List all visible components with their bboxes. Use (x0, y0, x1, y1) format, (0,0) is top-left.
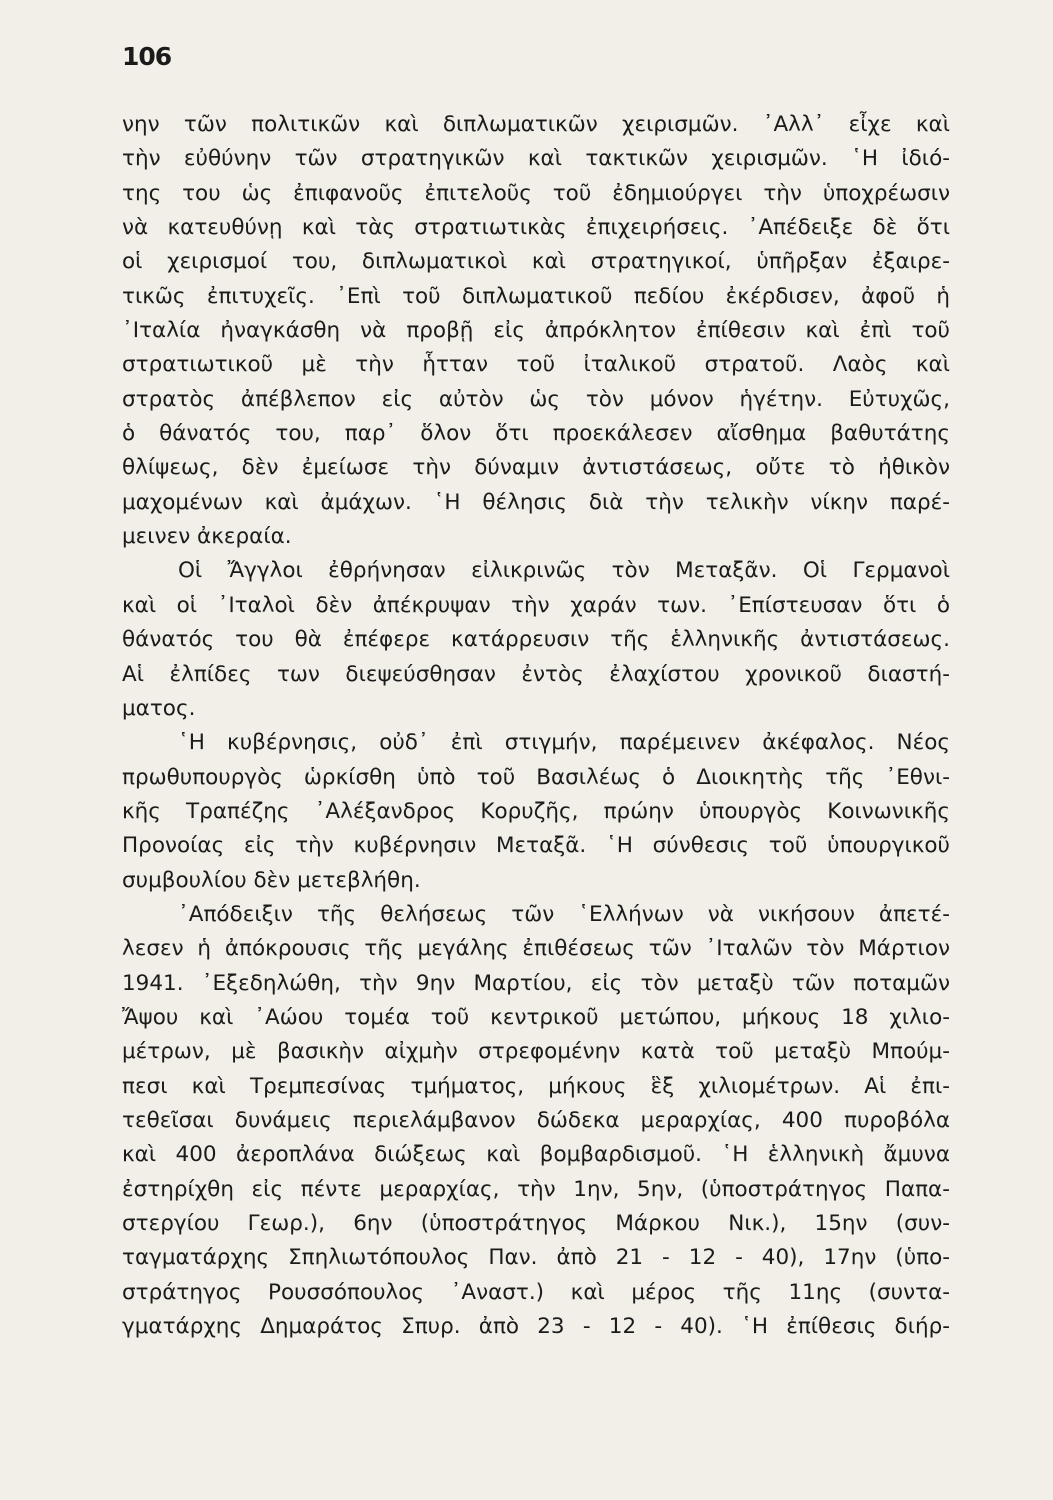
text-line: πεσι καὶ Τρεμπεσίνας τμήματος, μήκους ἓξ χιλιομέτρων. Αἱ ἐπι- (122, 1073, 950, 1099)
text-line: καὶ οἱ ᾿Ιταλοὶ δὲν ἀπέκρυψαν τὴν χαράν των. ᾿Επίστευσαν ὅτι ὁ (122, 592, 950, 618)
text-line: καὶ 400 ἀεροπλάνα διώξεως καὶ βομβαρδισμοῦ. ῾Η ἑλληνικὴ ἄμυνα (122, 1142, 950, 1168)
text-line: πρωθυπουργὸς ὡρκίσθη ὑπὸ τοῦ Βασιλέως ὁ Διοικητὴς τῆς ᾿Εθνι- (122, 764, 950, 790)
text-line: οἱ χειρισμοί του, διπλωματικοὶ καὶ στρατηγικοί, ὑπῆρξαν ἐξαιρε- (122, 249, 950, 275)
text-line: στρατὸς ἀπέβλεπον εἰς αὐτὸν ὡς τὸν μόνον ἡγέτην. Εὐτυχῶς, (122, 386, 950, 412)
text-line: στράτηγος Ρουσσόπουλος ᾿Αναστ.) καὶ μέρος τῆς 11ης (συντα- (122, 1279, 950, 1305)
text-line: ὁ θάνατός του, παρ᾿ ὅλον ὅτι προεκάλεσεν αἴσθημα βαθυτάτης (122, 421, 950, 447)
text-line: της του ὡς ἐπιφανοῦς ἐπιτελοῦς τοῦ ἐδημιούργει τὴν ὑποχρέωσιν (122, 180, 950, 206)
text-line: Οἱ Ἄγγλοι ἐθρήνησαν εἰλικρινῶς τὸν Μεταξᾶν. Οἱ Γερμανοὶ (178, 558, 950, 584)
text-line: στρατιωτικοῦ μὲ τὴν ἧτταν τοῦ ἰταλικοῦ στρατοῦ. Λαὸς καὶ (122, 352, 950, 378)
text-line: στεργίου Γεωρ.), 6ην (ὑποστράτηγος Μάρκου Νικ.), 15ην (συν- (122, 1211, 950, 1236)
text-line: μεινεν ἀκεραία. (122, 524, 292, 550)
text-line: νὰ κατευθύνῃ καὶ τὰς στρατιωτικὰς ἐπιχειρήσεις. ᾿Απέδειξε δὲ ὅτι (122, 215, 950, 241)
text-line: νην τῶν πολιτικῶν καὶ διπλωματικῶν χειρισμῶν. ᾿Αλλ᾿ εἶχε καὶ (122, 112, 950, 137)
text-line: 1941. ᾿Εξεδηλώθη, τὴν 9ην Μαρτίου, εἰς τὸν μεταξὺ τῶν ποταμῶν (122, 970, 950, 996)
page-number: 106 (122, 42, 172, 71)
text-line: Αἱ ἐλπίδες των διεψεύσθησαν ἐντὸς ἐλαχίστου χρονικοῦ διαστή- (122, 661, 950, 687)
text-line: ματος. (122, 695, 196, 721)
text-line: συμβουλίου δὲν μετεβλήθη. (122, 867, 421, 893)
text-line: θάνατός του θὰ ἐπέφερε κατάρρευσιν τῆς ἑλληνικῆς ἀντιστάσεως. (122, 627, 950, 653)
text-line: ᾿Ιταλία ἠναγκάσθη νὰ προβῇ εἰς ἀπρόκλητον ἐπίθεσιν καὶ ἐπὶ τοῦ (122, 318, 950, 344)
text-line: Ἄψου καὶ ᾿Αώου τομέα τοῦ κεντρικοῦ μετώπου, μήκους 18 χιλιο- (122, 1004, 950, 1030)
text-line: τὴν εὐθύνην τῶν στρατηγικῶν καὶ τακτικῶν χειρισμῶν. ῾Η ἰδιό- (122, 146, 950, 172)
text-line: λεσεν ἡ ἀπόκρουσις τῆς μεγάλης ἐπιθέσεως τῶν ᾿Ιταλῶν τὸν Μάρτιον (122, 936, 950, 962)
text-line: Προνοίας εἰς τὴν κυβέρνησιν Μεταξᾶ. ῾Η σύνθεσις τοῦ ὑπουργικοῦ (122, 833, 950, 859)
text-line: κῆς Τραπέζης ᾿Αλέξανδρος Κορυζῆς, πρώην ὑπουργὸς Κοινωνικῆς (122, 798, 950, 824)
text-line: θλίψεως, δὲν ἐμείωσε τὴν δύναμιν ἀντιστάσεως, οὔτε τὸ ἠθικὸν (122, 455, 950, 481)
text-line: μέτρων, μὲ βασικὴν αἰχμὴν στρεφομένην κατὰ τοῦ μεταξὺ Μπούμ- (122, 1039, 950, 1065)
body-text (122, 108, 950, 1344)
text-line: γματάρχης Δημαράτος Σπυρ. ἀπὸ 23 - 12 - 40). ῾Η ἐπίθεσις διήρ- (122, 1314, 950, 1340)
text-line: ταγματάρχης Σπηλιωτόπουλος Παν. ἀπὸ 21 - 12 - 40), 17ην (ὑπο- (122, 1245, 950, 1271)
text-line: τεθεῖσαι δυνάμεις περιελάμβανον δώδεκα μεραρχίας, 400 πυροβόλα (122, 1107, 950, 1133)
text-line: μαχομένων καὶ ἀμάχων. ῾Η θέλησις διὰ τὴν τελικὴν νίκην παρέ- (122, 489, 950, 515)
text-line: ᾿Απόδειξιν τῆς θελήσεως τῶν ῾Ελλήνων νὰ νικήσουν ἀπετέ- (178, 901, 950, 927)
text-line: τικῶς ἐπιτυχεῖς. ᾿Επὶ τοῦ διπλωματικοῦ πεδίου ἐκέρδισεν, ἀφοῦ ἡ (122, 283, 950, 309)
text-line: ῾Η κυβέρνησις, οὐδ᾿ ἐπὶ στιγμήν, παρέμεινεν ἀκέφαλος. Νέος (178, 730, 950, 756)
text-line: ἐστηρίχθη εἰς πέντε μεραρχίας, τὴν 1ην, 5ην, (ὑποστράτηγος Παπα- (122, 1176, 950, 1202)
